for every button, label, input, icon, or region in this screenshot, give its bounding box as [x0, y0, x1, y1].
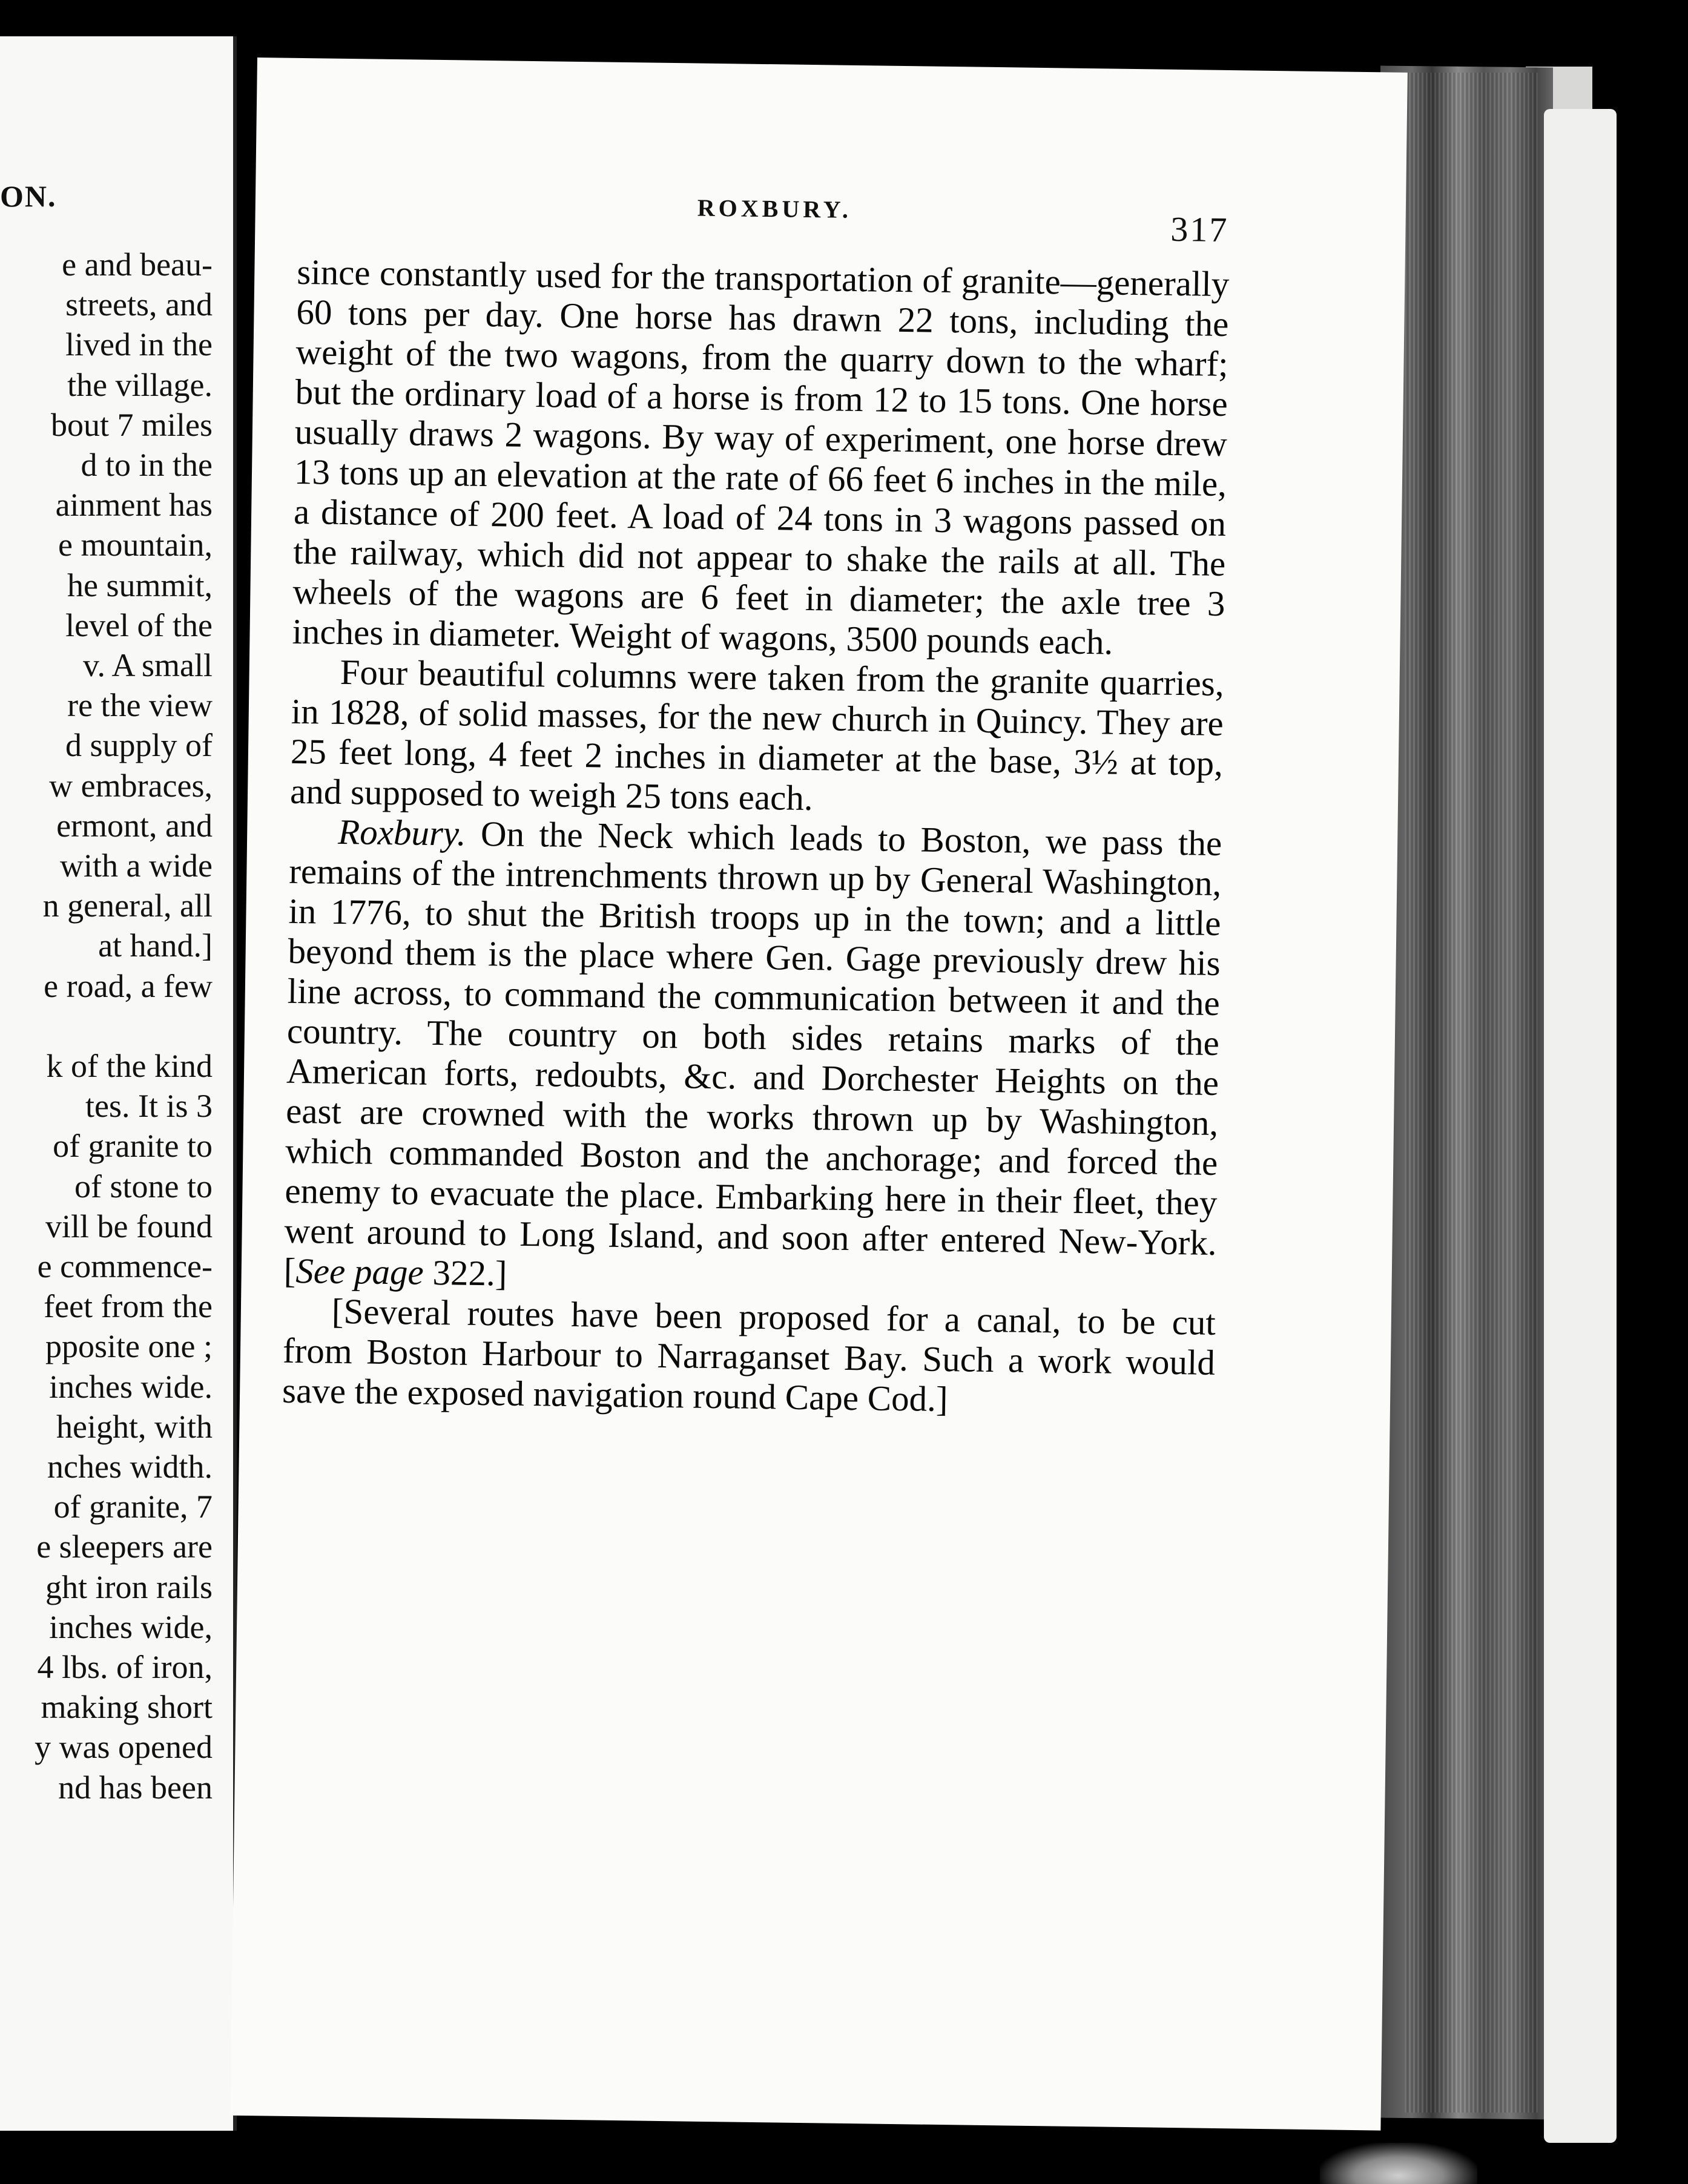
- left-page-line: d to in the: [81, 447, 213, 483]
- book-page-317: [230, 58, 1407, 2131]
- left-page-line: of stone to: [74, 1168, 213, 1205]
- left-page-line: at hand.]: [98, 927, 213, 964]
- left-page-line: the village.: [67, 366, 213, 403]
- roxbury-text: On the Neck which leads to Boston, we pass the remains of the intrenchments thrown up by General Washington, in 1776, to shut the British troops up in the town; and a little beyond them is the place where Gen. Gage previously drew his line across, to command the communication between it and the country. The country on both sides retains marks of the American forts, redoubts, &c. and Dorchester Heights on the east are crowned with the works thrown up by Washington, which commanded Boston and the anchorage; and forced the enemy to evacuate the place. Embarking here in their fleet, they went around to Long Island, and soon after entered New-York. [: [283, 813, 1222, 1291]
- page-fore-edge-texture: [1405, 73, 1538, 2113]
- left-page-line: v. A small: [82, 647, 213, 683]
- left-page-line: e commence-: [37, 1248, 213, 1284]
- paragraph-quincy-columns: Four beautiful columns were taken from the granite quarries, in 1828, of solid masses, for the new church in Quincy. They are 25 feet long, 4 feet 2 inches in diameter at the base, 3½ at top, and supposed to weigh 25 tons each.: [289, 651, 1225, 818]
- left-page-line: e and beau-: [62, 246, 213, 283]
- left-page-header: ON.: [0, 179, 57, 213]
- left-page-line: ermont, and: [56, 807, 213, 844]
- left-page-line: n general, all: [42, 887, 213, 924]
- left-page-line: with a wide: [60, 847, 213, 884]
- left-page-line: nches width.: [47, 1449, 213, 1485]
- left-page-line: d supply of: [65, 727, 213, 764]
- left-page-line: of granite to: [53, 1128, 213, 1165]
- left-page-line: e sleepers are: [36, 1528, 213, 1565]
- left-page-line: ght iron rails: [45, 1568, 213, 1605]
- left-page-line: level of the: [65, 607, 213, 643]
- left-page-line: he summit,: [67, 567, 213, 604]
- left-page-line: e road, a few: [44, 967, 213, 1004]
- paragraph-canal-routes: [Several routes have been proposed for a canal, to be cut from Boston Harbour to Narraganset Bay. Such a work would save the exposed navigation round Cape Cod.]: [282, 1291, 1216, 1419]
- left-page-line: ainment has: [55, 487, 213, 524]
- left-page-line: re the view: [67, 687, 213, 724]
- left-page-line: height, with: [56, 1408, 213, 1445]
- left-page-line: y was opened: [35, 1729, 213, 1766]
- page-number: 317: [1170, 209, 1229, 250]
- left-page-line: of granite, 7: [53, 1488, 213, 1525]
- book-cover-edge: [1544, 109, 1617, 2143]
- left-page-line: making short: [41, 1689, 213, 1726]
- left-page-line: 4 lbs. of iron,: [37, 1649, 213, 1685]
- roxbury-heading: Roxbury.: [337, 811, 467, 854]
- left-page-line: nd has been: [58, 1769, 213, 1806]
- left-page-line: bout 7 miles: [51, 406, 213, 443]
- left-page-line: tes. It is 3: [85, 1088, 213, 1125]
- left-page-line: inches wide,: [49, 1608, 213, 1645]
- left-page-line: pposite one ;: [45, 1328, 213, 1365]
- left-page-line: streets, and: [65, 286, 213, 323]
- left-page-line: w embraces,: [49, 767, 213, 804]
- running-head: ROXBURY.: [697, 194, 852, 223]
- left-page-line: inches wide.: [49, 1368, 213, 1405]
- paragraph-roxbury: [283, 811, 1222, 1303]
- page-body-text: [282, 252, 1230, 1423]
- page-reference-number: 322.]: [423, 1252, 507, 1294]
- left-page-line: vill be found: [45, 1208, 213, 1245]
- scan-smudge: [1320, 2143, 1477, 2184]
- left-page-line: k of the kind: [46, 1048, 213, 1084]
- paragraph-granite-transport: since constantly used for the transportation of granite—generally 60 tons per day. One horse has drawn 22 tons, including the weight of the two wagons, from the quarry down to the wharf; but the ordinary load of a horse is from 12 to 15 tons. One horse usually draws 2 wagons. By way of experiment, one horse drew 13 tons up an elevation at the rate of 66 feet 6 inches in the mile, a distance of 200 feet. A load of 24 tons in 3 wagons passed on the railway, which did not appear to shake the rails at all. The wheels of the wagons are 6 feet in diameter; the axle tree 3 inches in diameter. Weight of wagons, 3500 pounds each.: [292, 251, 1230, 662]
- page-reference-label: See page: [295, 1251, 424, 1292]
- left-page-line: lived in the: [65, 326, 213, 363]
- left-page-line: e mountain,: [58, 527, 213, 564]
- left-page-fragment: [0, 36, 237, 2131]
- left-page-line: feet from the: [44, 1288, 213, 1325]
